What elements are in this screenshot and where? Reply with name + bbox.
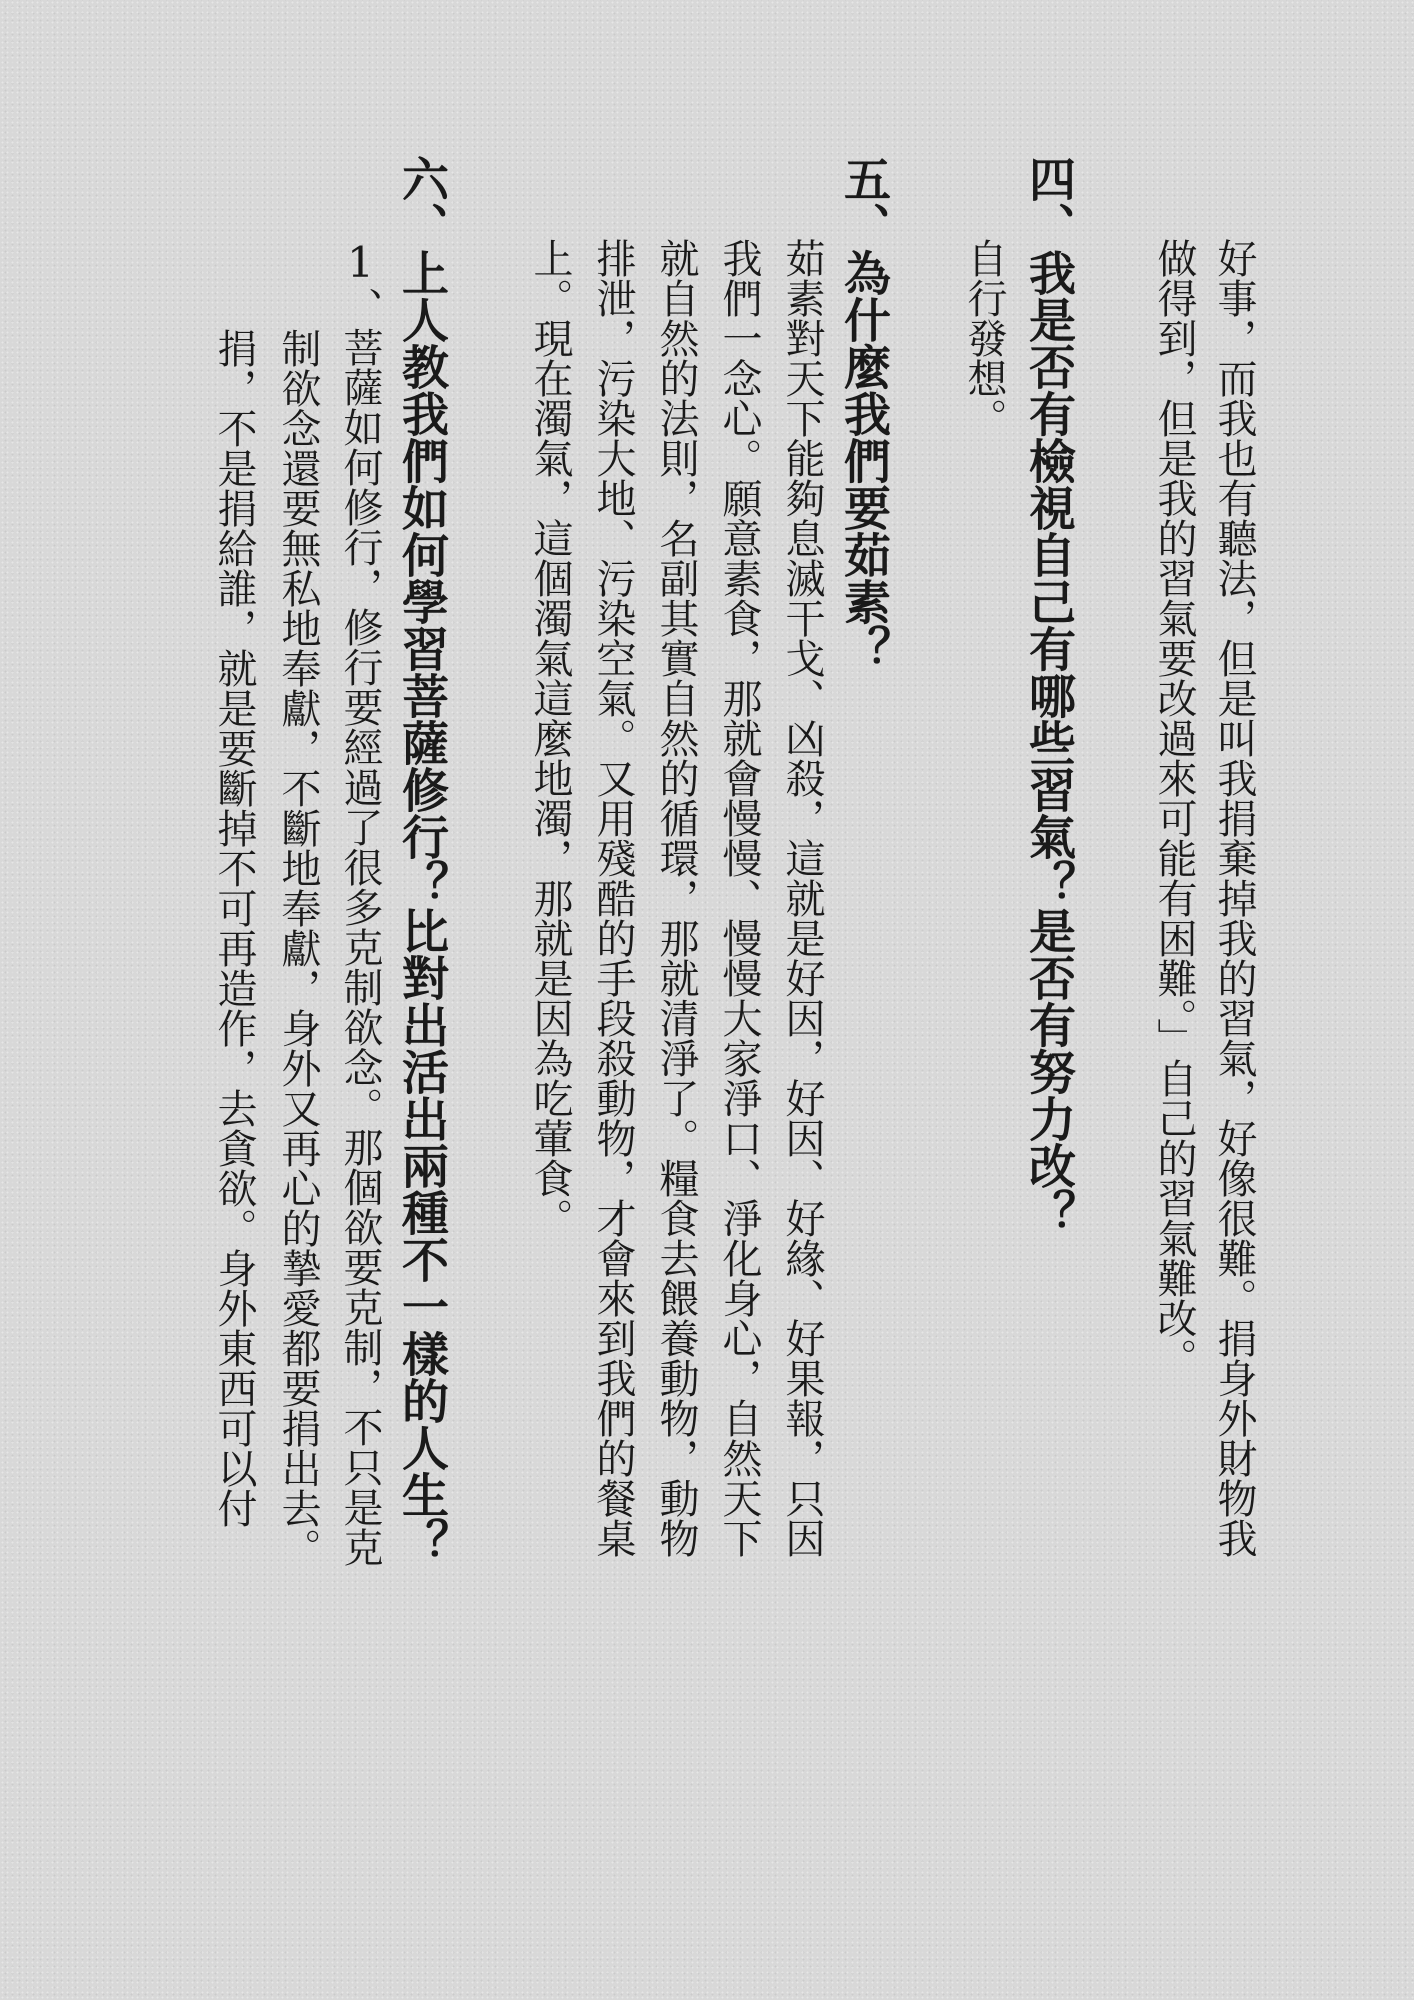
text-column-7: 我們一念心。願意素食，那就會慢慢、慢慢大家淨口、淨化身心，自然天下	[716, 238, 762, 1558]
text-column-10: 上。現在濁氣，這個濁氣這麼地濁，那就是因為吃葷食。	[527, 238, 573, 1238]
section-5-heading: 五、為什麼我們要茹素？	[836, 155, 891, 672]
text-column-9: 排泄，污染大地、污染空氣。又用殘酷的手段殺動物，才會來到我們的餐桌	[590, 238, 636, 1558]
list-item-text: 、菩薩如何修行，修行要經過了很多克制欲念。那個欲要克制，不只是克	[337, 287, 383, 1567]
text-column-12	[336, 238, 384, 1567]
text-column-8: 就自然的法則，名副其實自然的循環，那就清淨了。糧食去餵養動物，動物	[653, 238, 699, 1558]
text-column-1: 好事，而我也有聽法，但是叫我捐棄掉我的習氣，好像很難。捐身外財物我	[1211, 238, 1257, 1558]
list-number: 1	[336, 238, 385, 287]
section-4-heading: 四、我是否有檢視自己有哪些習氣？是否有努力改？	[1021, 155, 1076, 1236]
text-column-6: 茹素對天下能夠息滅干戈、凶殺，這就是好因，好因、好緣、好果報，只因	[779, 238, 825, 1558]
text-column-14: 捐，不是捐給誰，就是要斷掉不可再造作，去貪欲。身外東西可以付	[211, 328, 257, 1528]
text-column-4: 自行發想。	[961, 238, 1007, 438]
text-column-13: 制欲念還要無私地奉獻，不斷地奉獻，身外又再心的摯愛都要捐出去。	[275, 328, 321, 1568]
section-6-heading: 六、上人教我們如何學習菩薩修行？比對出活出兩種不一樣的人生？	[394, 155, 449, 1565]
text-column-2: 做得到，但是我的習氣要改過來可能有困難。」自己的習氣難改。	[1151, 238, 1197, 1378]
